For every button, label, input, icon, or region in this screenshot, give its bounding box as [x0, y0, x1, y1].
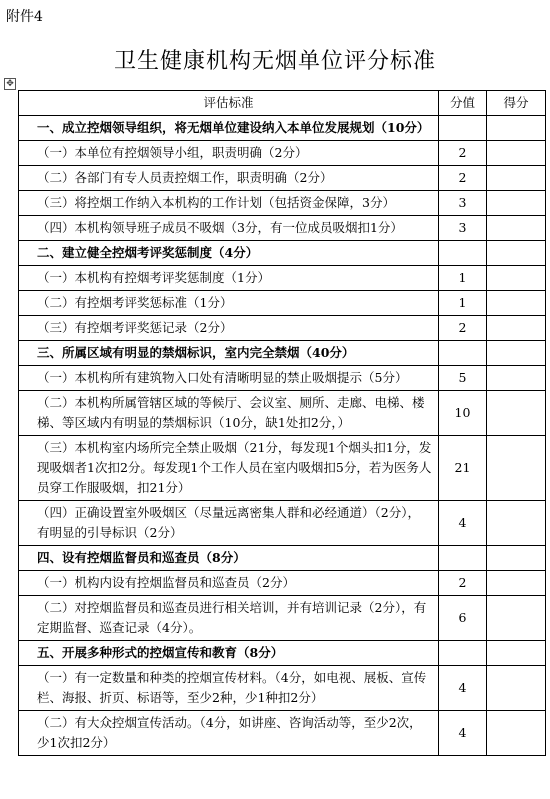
scoring-table: [18, 90, 546, 756]
table-row: [19, 291, 546, 316]
score-input-cell[interactable]: [487, 266, 546, 291]
header-criteria: 评估标准: [19, 91, 439, 116]
score-input-cell[interactable]: [487, 391, 546, 436]
score-input-cell[interactable]: [487, 191, 546, 216]
criteria-cell: （四）正确设置室外吸烟区（尽量远离密集人群和必经通道）（2分），有明显的引导标识（2分）: [19, 501, 439, 546]
points-cell: 3: [439, 191, 487, 216]
score-input-cell[interactable]: [487, 546, 546, 571]
points-cell: 1: [439, 266, 487, 291]
criteria-cell: （一）本机构所有建筑物入口处有清晰明显的禁止吸烟提示（5分）: [19, 366, 439, 391]
score-input-cell[interactable]: [487, 141, 546, 166]
criteria-cell: （一）有一定数量和种类的控烟宣传材料。（4分，如电视、展板、宣传栏、海报、折页、标语等，至少2种，少1种扣2分）: [19, 666, 439, 711]
points-cell: 4: [439, 666, 487, 711]
points-cell: [439, 341, 487, 366]
score-input-cell[interactable]: [487, 711, 546, 756]
points-cell: 6: [439, 596, 487, 641]
score-input-cell[interactable]: [487, 641, 546, 666]
score-input-cell[interactable]: [487, 291, 546, 316]
score-input-cell[interactable]: [487, 116, 546, 141]
criteria-cell: （一）本机构有控烟考评奖惩制度（1分）: [19, 266, 439, 291]
points-cell: [439, 641, 487, 666]
table-move-handle-icon[interactable]: ✥: [4, 78, 16, 90]
score-input-cell[interactable]: [487, 166, 546, 191]
points-cell: 2: [439, 316, 487, 341]
table-row: [19, 711, 546, 756]
points-cell: 2: [439, 166, 487, 191]
table-row: [19, 316, 546, 341]
table-row: [19, 666, 546, 711]
criteria-cell: （二）本机构所属管辖区域的等候厅、会议室、厕所、走廊、电梯、楼梯、等区域内有明显的禁烟标识（10分，缺1处扣2分，）: [19, 391, 439, 436]
points-cell: 2: [439, 141, 487, 166]
score-input-cell[interactable]: [487, 316, 546, 341]
points-cell: 5: [439, 366, 487, 391]
section-heading: 五、开展多种形式的控烟宣传和教育（8分）: [19, 641, 439, 666]
table-row: [19, 366, 546, 391]
section-row: [19, 116, 546, 141]
section-row: [19, 546, 546, 571]
criteria-cell: （四）本机构领导班子成员不吸烟（3分，有一位成员吸烟扣1分）: [19, 216, 439, 241]
criteria-cell: （一）本单位有控烟领导小组，职责明确（2分）: [19, 141, 439, 166]
table-row: [19, 596, 546, 641]
criteria-cell: （二）有大众控烟宣传活动。（4分，如讲座、咨询活动等，至少2次，少1次扣2分）: [19, 711, 439, 756]
table-row: [19, 501, 546, 546]
criteria-cell: （三）将控烟工作纳入本机构的工作计划（包括资金保障，3分）: [19, 191, 439, 216]
criteria-cell: （一）机构内设有控烟监督员和巡查员（2分）: [19, 571, 439, 596]
section-row: [19, 641, 546, 666]
table-header-row: [19, 91, 546, 116]
points-cell: 1: [439, 291, 487, 316]
section-heading: 四、设有控烟监督员和巡查员（8分）: [19, 546, 439, 571]
points-cell: [439, 546, 487, 571]
points-cell: [439, 116, 487, 141]
points-cell: 4: [439, 711, 487, 756]
points-cell: [439, 241, 487, 266]
score-input-cell[interactable]: [487, 216, 546, 241]
table-row: [19, 216, 546, 241]
criteria-cell: （三）本机构室内场所完全禁止吸烟（21分，每发现1个烟头扣1分，发现吸烟者1次扣2分。每发现1个工作人员在室内吸烟扣5分，若为医务人员穿工作服吸烟，扣21分）: [19, 436, 439, 501]
score-input-cell[interactable]: [487, 436, 546, 501]
section-row: [19, 341, 546, 366]
criteria-cell: （二）有控烟考评奖惩标准（1分）: [19, 291, 439, 316]
criteria-cell: （二）对控烟监督员和巡查员进行相关培训，并有培训记录（2分），有定期监督、巡查记录（4分）。: [19, 596, 439, 641]
table-row: [19, 166, 546, 191]
header-points: 分值: [439, 91, 487, 116]
points-cell: 10: [439, 391, 487, 436]
points-cell: 21: [439, 436, 487, 501]
table-row: [19, 266, 546, 291]
score-input-cell[interactable]: [487, 341, 546, 366]
score-input-cell[interactable]: [487, 571, 546, 596]
score-input-cell[interactable]: [487, 366, 546, 391]
header-score: 得分: [487, 91, 546, 116]
points-cell: 2: [439, 571, 487, 596]
section-heading: 三、所属区域有明显的禁烟标识，室内完全禁烟（40分）: [19, 341, 439, 366]
table-row: [19, 571, 546, 596]
table-row: [19, 436, 546, 501]
section-row: [19, 241, 546, 266]
criteria-cell: （二）各部门有专人员责控烟工作，职责明确（2分）: [19, 166, 439, 191]
score-input-cell[interactable]: [487, 501, 546, 546]
section-heading: 二、建立健全控烟考评奖惩制度（4分）: [19, 241, 439, 266]
section-heading: 一、成立控烟领导组织，将无烟单位建设纳入本单位发展规划（10分）: [19, 116, 439, 141]
table-row: [19, 191, 546, 216]
score-input-cell[interactable]: [487, 666, 546, 711]
table-row: [19, 391, 546, 436]
points-cell: 3: [439, 216, 487, 241]
table-row: [19, 141, 546, 166]
criteria-cell: （三）有控烟考评奖惩记录（2分）: [19, 316, 439, 341]
points-cell: 4: [439, 501, 487, 546]
score-input-cell[interactable]: [487, 241, 546, 266]
score-input-cell[interactable]: [487, 596, 546, 641]
attachment-label: 附件4: [6, 9, 43, 25]
page-title: 卫生健康机构无烟单位评分标准: [113, 49, 436, 74]
